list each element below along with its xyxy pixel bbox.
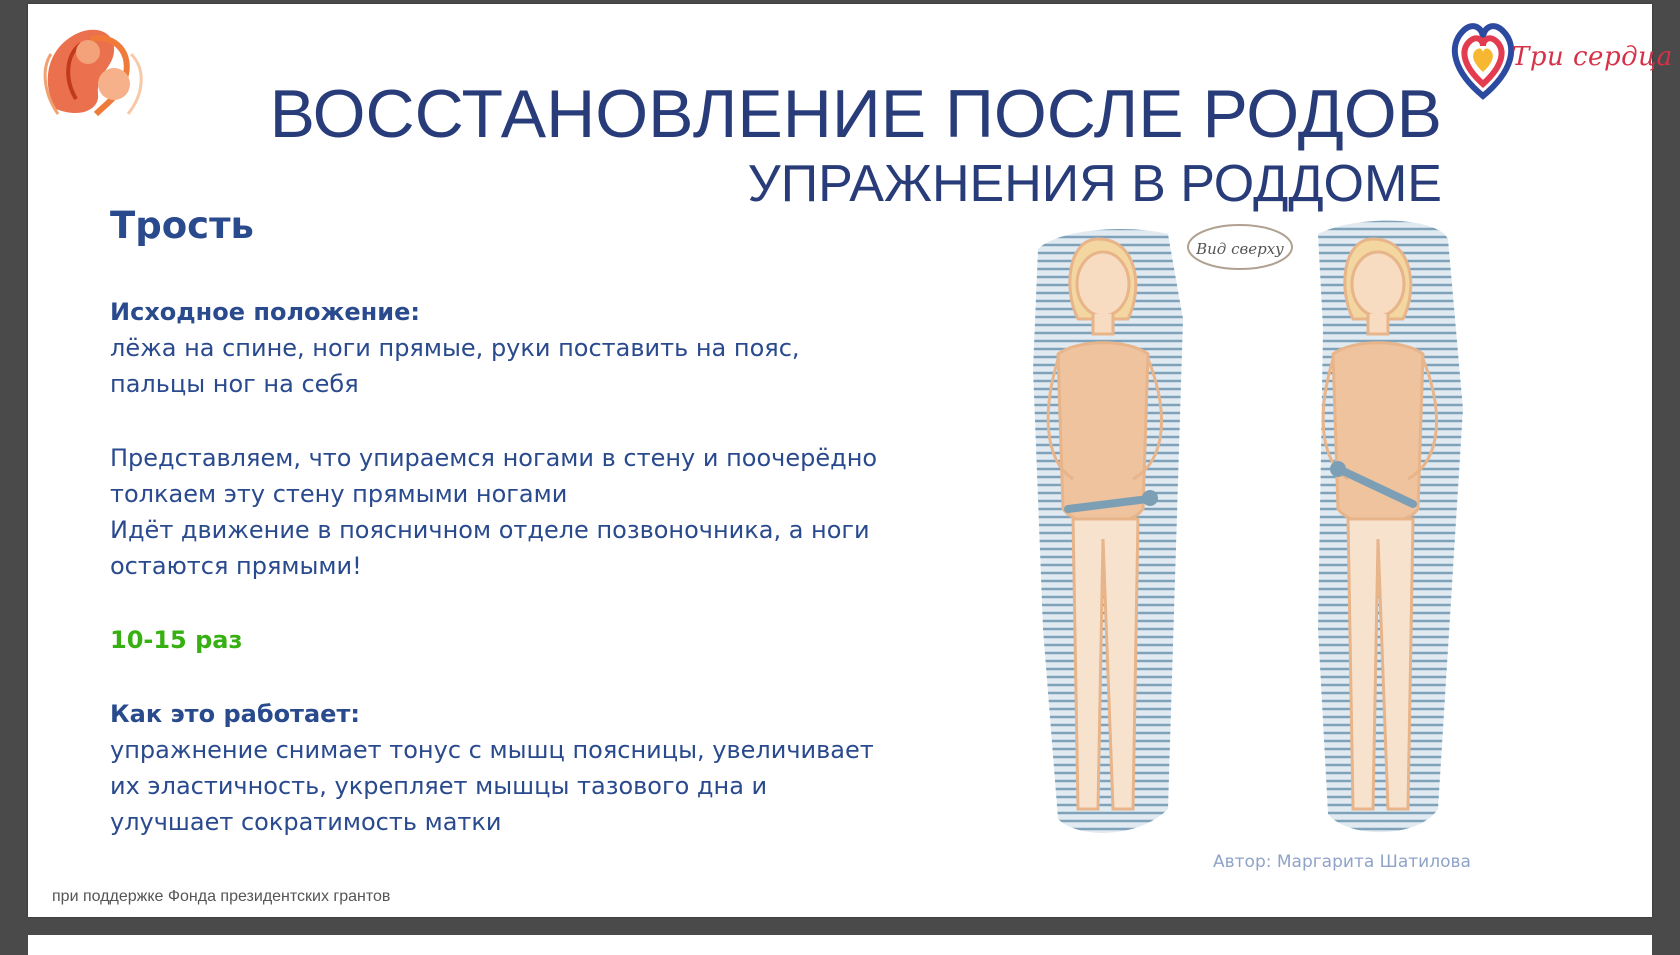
description-line-1: Представляем, что упираемся ногами в стену и поочерёдно <box>110 444 878 472</box>
next-slide-preview <box>28 935 1652 955</box>
how-it-works-text-3: улучшает сократимость матки <box>110 808 502 836</box>
hearts-icon <box>1448 16 1518 106</box>
slide <box>28 4 1673 917</box>
start-position-text-2: пальцы ног на себя <box>110 370 359 398</box>
bubble-text: Вид сверху <box>1196 240 1284 258</box>
description-line-4: остаются прямыми! <box>110 552 362 580</box>
tri-serdtsa-logo <box>1448 16 1673 106</box>
author-credit: Автор: Маргарита Шатилова <box>1213 852 1471 872</box>
repetitions: 10-15 раз <box>110 626 243 654</box>
exercise-name: Трость <box>110 204 254 247</box>
brand-name: Три сердца <box>1512 42 1673 72</box>
start-position-text-1: лёжа на спине, ноги прямые, руки поставить на пояс, <box>110 334 800 362</box>
how-it-works-label: Как это работает: <box>110 700 360 728</box>
mother-child-logo <box>36 14 164 132</box>
description-line-2: толкаем эту стену прямыми ногами <box>110 480 568 508</box>
support-footer: при поддержке Фонда президентских грантов <box>52 888 391 905</box>
how-it-works-text-2: их эластичность, укрепляет мышцы тазового дна и <box>110 772 768 800</box>
how-it-works-text-1: упражнение снимает тонус с мышц поясницы, увеличивает <box>110 736 874 764</box>
start-position-label: Исходное положение: <box>110 298 420 326</box>
page-title: ВОССТАНОВЛЕНИЕ ПОСЛЕ РОДОВ <box>269 76 1442 152</box>
description-line-3: Идёт движение в поясничном отделе позвоночника, а ноги <box>110 516 870 544</box>
exercise-illustration <box>1018 209 1518 849</box>
page-subtitle: УПРАЖНЕНИЯ В РОДДОМЕ <box>747 155 1442 213</box>
